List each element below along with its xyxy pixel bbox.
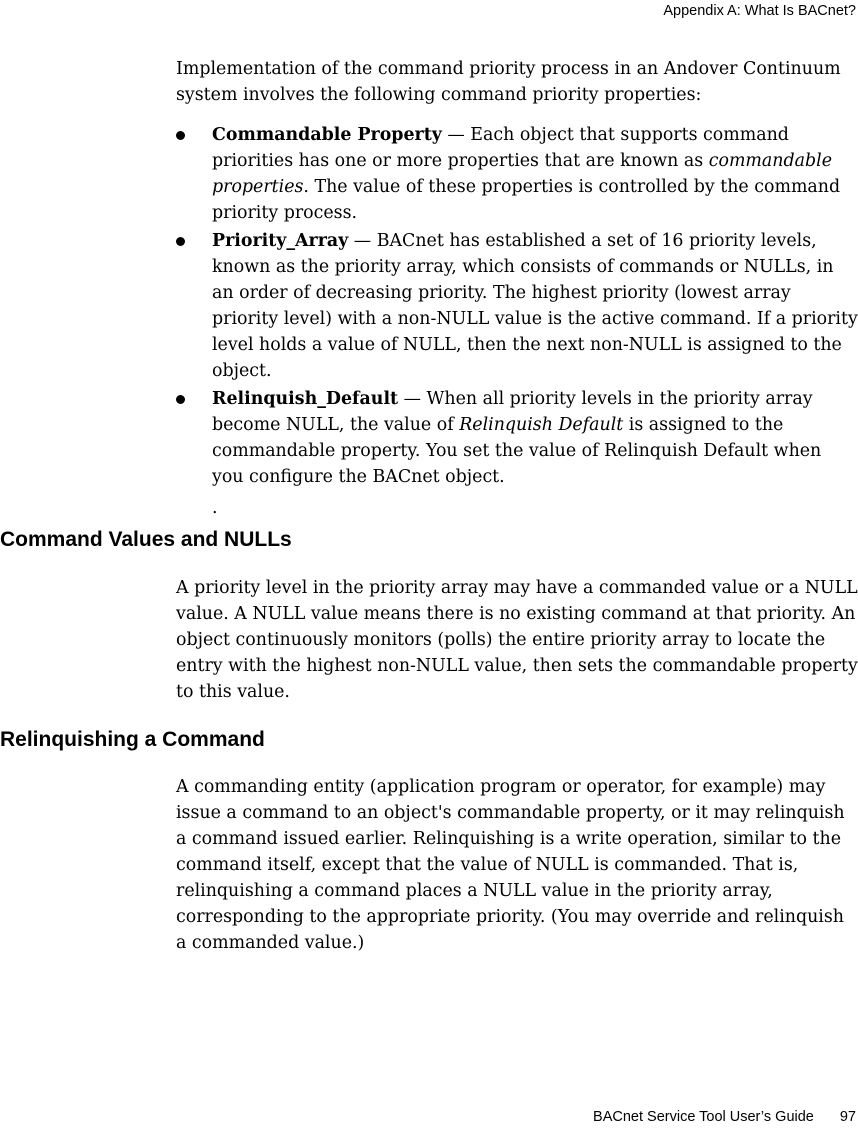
section-heading: Command Values and NULLs	[0, 528, 292, 551]
description: — Each object that supports command priorities has one or more properties that are known as	[212, 125, 789, 171]
bullet-icon	[176, 237, 185, 246]
property-list	[176, 122, 858, 492]
stray-period: .	[212, 498, 218, 518]
page-number: 97	[839, 1109, 856, 1125]
description-cont: . The value of these properties is controlled by the command priority process.	[212, 177, 841, 223]
term: Commandable Property	[212, 125, 442, 145]
section-heading: Relinquishing a Command	[0, 728, 265, 751]
list-item	[176, 228, 858, 384]
bullet-icon	[176, 131, 185, 140]
list-item	[176, 386, 858, 490]
page-footer	[593, 1109, 856, 1125]
guide-title: BACnet Service Tool User’s Guide	[593, 1109, 814, 1125]
running-header: Appendix A: What Is BACnet?	[663, 3, 856, 19]
section-paragraph: A priority level in the priority array may have a commanded value or a NULL value. A NULL value means there is no existing command at that priority. An object continuously monitors (polls) the entire priority array to locate the entry with the highest non-NULL value, then sets the commandable property to this value.	[176, 578, 858, 702]
emphasis: Relinquish Default	[459, 415, 624, 435]
bullet-icon	[176, 395, 185, 404]
emphasis: commandable properties	[212, 151, 832, 197]
list-item	[176, 122, 858, 226]
section-paragraph: A commanding entity (application program or operator, for example) may issue a command to an object's commandable property, or it may relinquish a command issued earlier. Relinquishing is a write operation, similar to the command itself, except that the value of NULL is commanded. That is, relinquishing a command places a NULL value in the priority array, corresponding to the appropriate priority. (You may override and relinquish a commanded value.)	[176, 777, 845, 953]
description-cont: is assigned to the commandable property. You set the value of Relinquish Default when you configure the BACnet object.	[212, 415, 822, 487]
term: Relinquish_Default	[212, 389, 399, 409]
description: — When all priority levels in the priority array become NULL, the value of	[212, 389, 813, 435]
term: Priority_Array	[212, 231, 349, 251]
intro-paragraph: Implementation of the command priority process in an Andover Continuum system involves the following command priority properties:	[176, 59, 841, 105]
description: — BACnet has established a set of 16 priority levels, known as the priority array, which consists of commands or NULLs, in an order of decreasing priority. The highest priority (lowest array priority level) with a non-NULL value is the active command. If a priority level holds a value of NULL, then the next non-NULL is assigned to the object.	[212, 231, 858, 381]
